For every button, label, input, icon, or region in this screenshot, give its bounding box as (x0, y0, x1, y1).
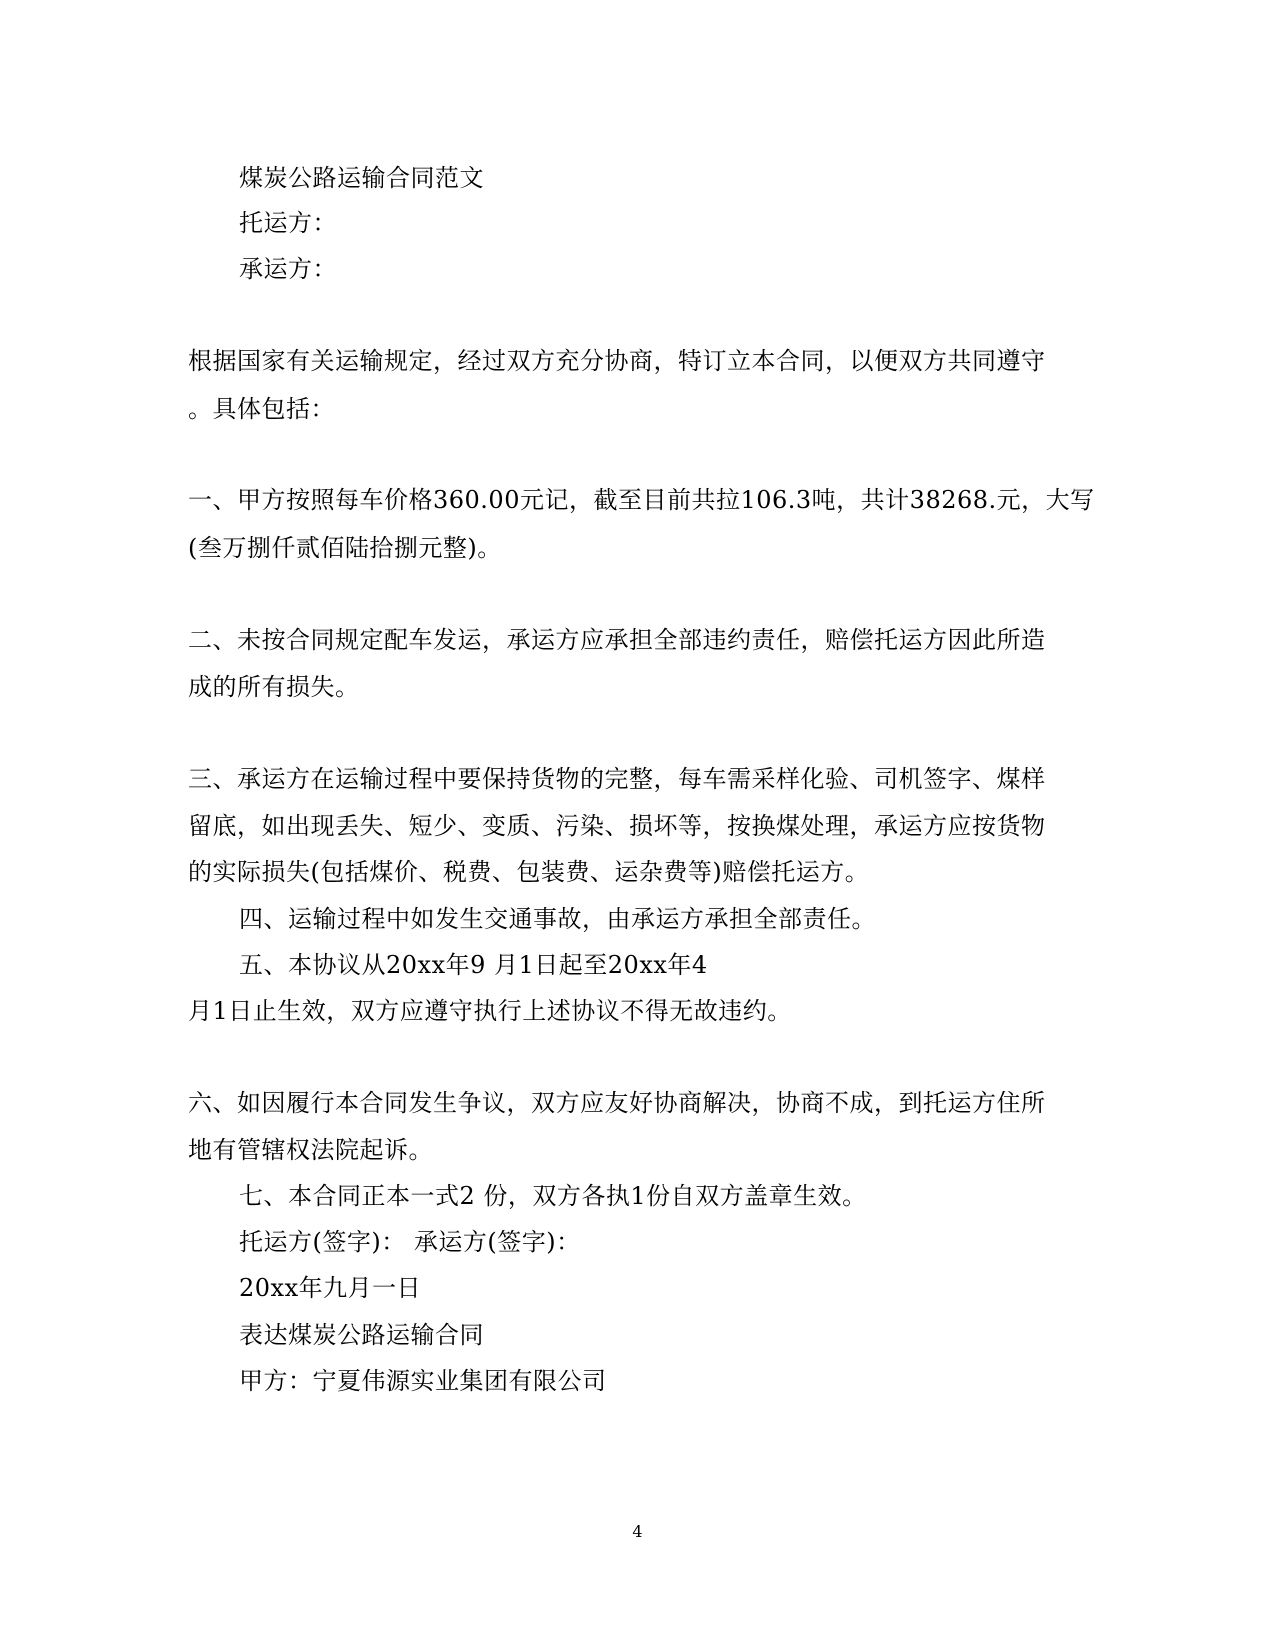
clause-3-line-1: 三、承运方在运输过程中要保持货物的完整，每车需采样化验、司机签字、煤样 (188, 765, 1046, 793)
clause-3-line-3: 的实际损失(包括煤价、税费、包装费、运杂费等)赔偿托运方。 (188, 858, 870, 886)
clause-4: 四、运输过程中如发生交通事故，由承运方承担全部责任。 (239, 905, 876, 933)
intro-line-2: 。具体包括： (188, 395, 335, 423)
clause-2-line-1: 二、未按合同规定配车发运，承运方应承担全部违约责任，赔偿托运方因此所造 (188, 626, 1046, 654)
clause-3-line-2: 留底，如出现丢失、短少、变质、污染、损坏等，按换煤处理，承运方应按货物 (188, 812, 1046, 840)
clause-2-line-2: 成的所有损失。 (188, 673, 360, 701)
second-contract-title: 表达煤炭公路运输合同 (239, 1321, 484, 1349)
page-number: 4 (632, 1522, 643, 1541)
shipper-label: 托运方： (239, 209, 337, 237)
carrier-label: 承运方： (239, 255, 337, 283)
signature-line: 托运方(签字)： 承运方(签字)： (239, 1228, 581, 1256)
signing-date: 20xx年九月一日 (239, 1274, 422, 1302)
intro-line-1: 根据国家有关运输规定，经过双方充分协商，特订立本合同，以便双方共同遵守 (188, 347, 1046, 375)
clause-7: 七、本合同正本一式2 份，双方各执1份自双方盖章生效。 (239, 1182, 867, 1210)
clause-1-line-1: 一、甲方按照每车价格360.00元记，截至目前共拉106.3吨，共计38268.元，大写 (188, 486, 1095, 514)
clause-1-line-2: (叁万捌仟贰佰陆拾捌元整)。 (188, 534, 502, 562)
clause-5-line-1: 五、本协议从20xx年9 月1日起至20xx年4 (239, 951, 708, 979)
party-a-line: 甲方：宁夏伟源实业集团有限公司 (239, 1367, 607, 1395)
document-title: 煤炭公路运输合同范文 (239, 164, 484, 192)
clause-6-line-1: 六、如因履行本合同发生争议，双方应友好协商解决，协商不成，到托运方住所 (188, 1089, 1046, 1117)
clause-6-line-2: 地有管辖权法院起诉。 (188, 1136, 433, 1164)
clause-5-line-2: 月1日止生效，双方应遵守执行上述协议不得无故违约。 (188, 997, 792, 1025)
